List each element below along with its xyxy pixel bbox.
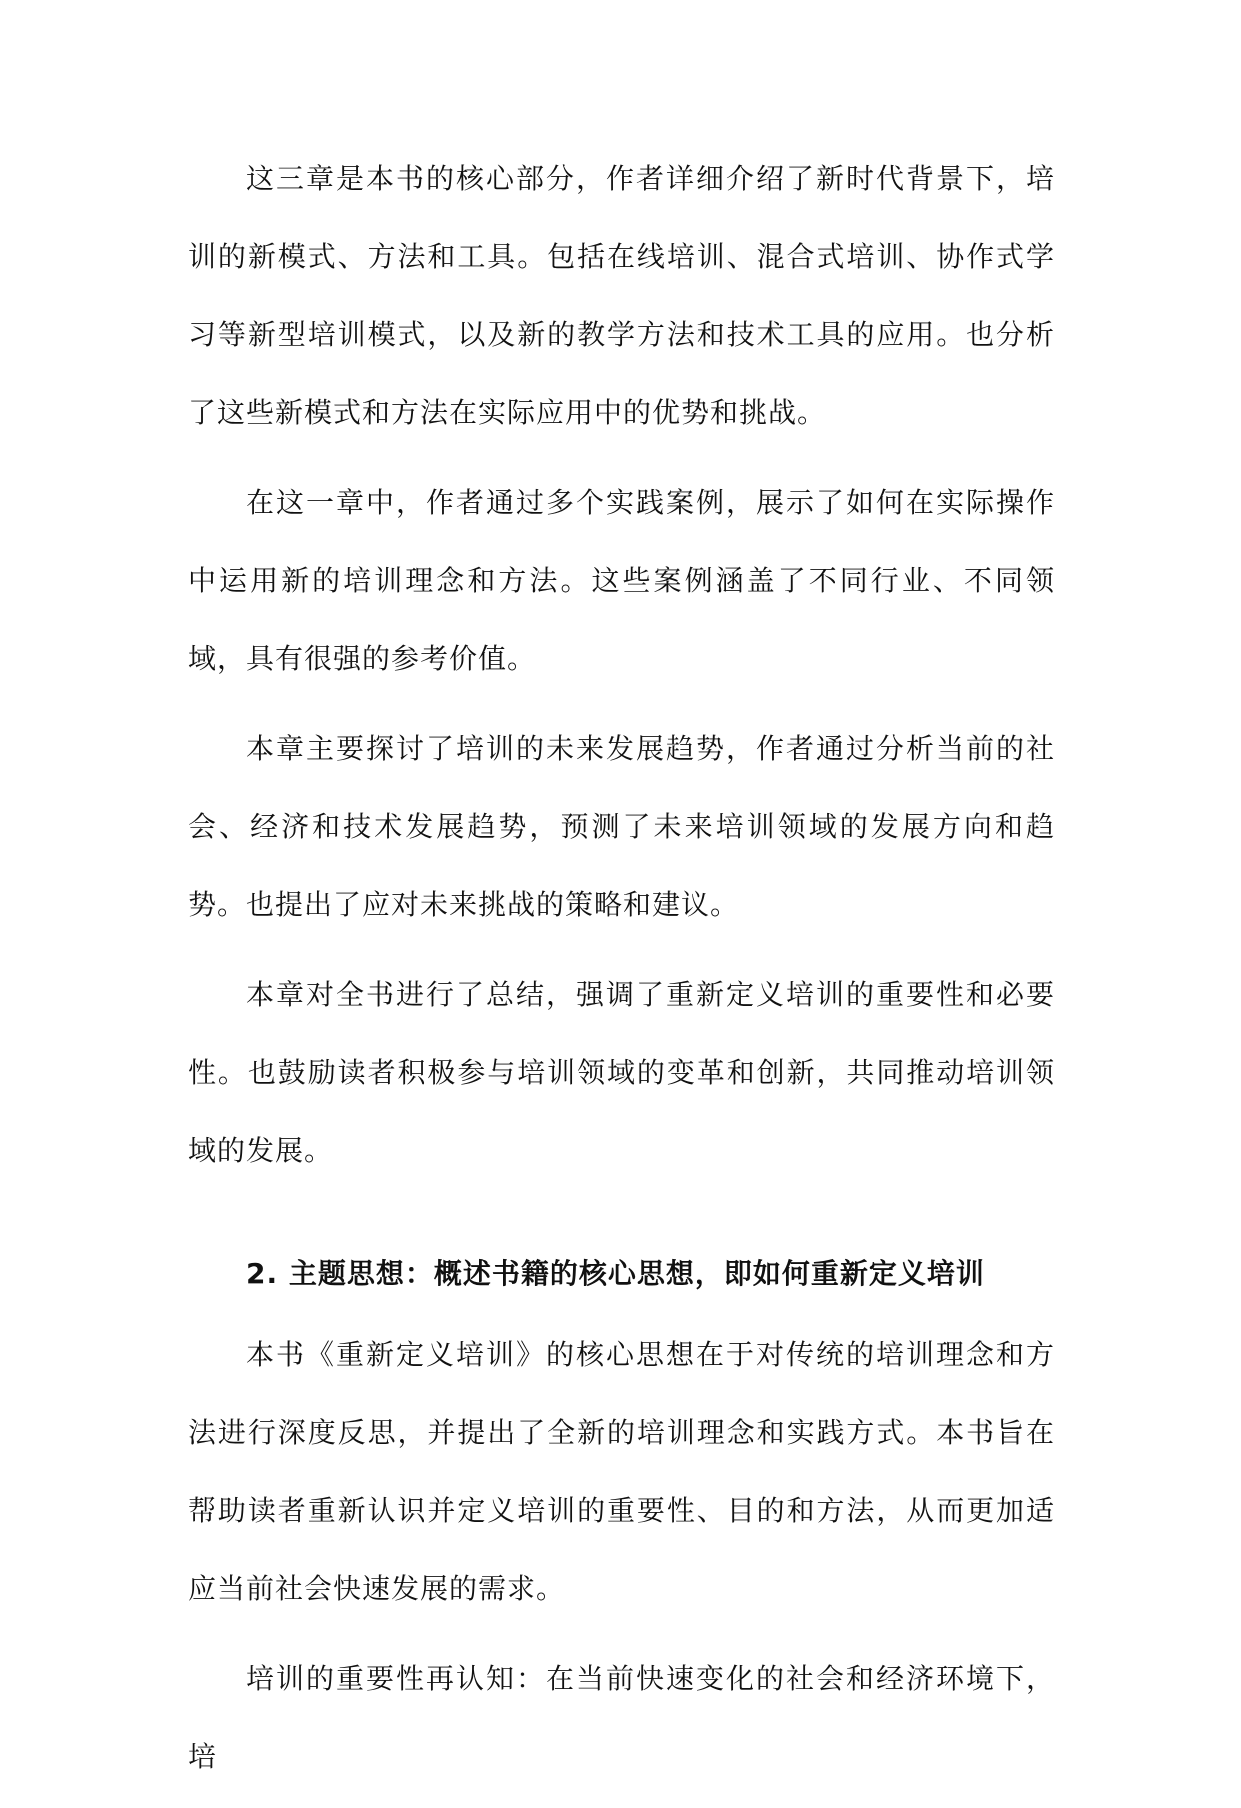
paragraph-chapters-core: 这三章是本书的核心部分，作者详细介绍了新时代背景下，培训的新模式、方法和工具。包括在线培训、混合式培训、协作式学习等新型培训模式，以及新的教学方法和技术工具的应用。也分析了这些新模式和方法在实际应用中的优势和挑战。 (188, 162, 1055, 429)
paragraph-practice-cases: 在这一章中，作者通过多个实践案例，展示了如何在实际操作中运用新的培训理念和方法。这些案例涵盖了不同行业、不同领域，具有很强的参考价值。 (188, 486, 1055, 675)
document-body (188, 140, 1055, 1808)
paragraph-future-trends: 本章主要探讨了培训的未来发展趋势，作者通过分析当前的社会、经济和技术发展趋势，预测了未来培训领域的发展方向和趋势。也提出了应对未来挑战的策略和建议。 (188, 732, 1055, 921)
section-heading: 2. 主题思想：概述书籍的核心思想，即如何重新定义培训 (246, 1257, 985, 1290)
paragraph-core-idea: 本书《重新定义培训》的核心思想在于对传统的培训理念和方法进行深度反思，并提出了全新的培训理念和实践方式。本书旨在帮助读者重新认识并定义培训的重要性、目的和方法，从而更加适应当前社会快速发展的需求。 (188, 1338, 1055, 1605)
paragraph-importance: 培训的重要性再认知：在当前快速变化的社会和经济环境下，培 (188, 1662, 1055, 1773)
paragraph-summary: 本章对全书进行了总结，强调了重新定义培训的重要性和必要性。也鼓励读者积极参与培训领域的变革和创新，共同推动培训领域的发展。 (188, 978, 1055, 1167)
